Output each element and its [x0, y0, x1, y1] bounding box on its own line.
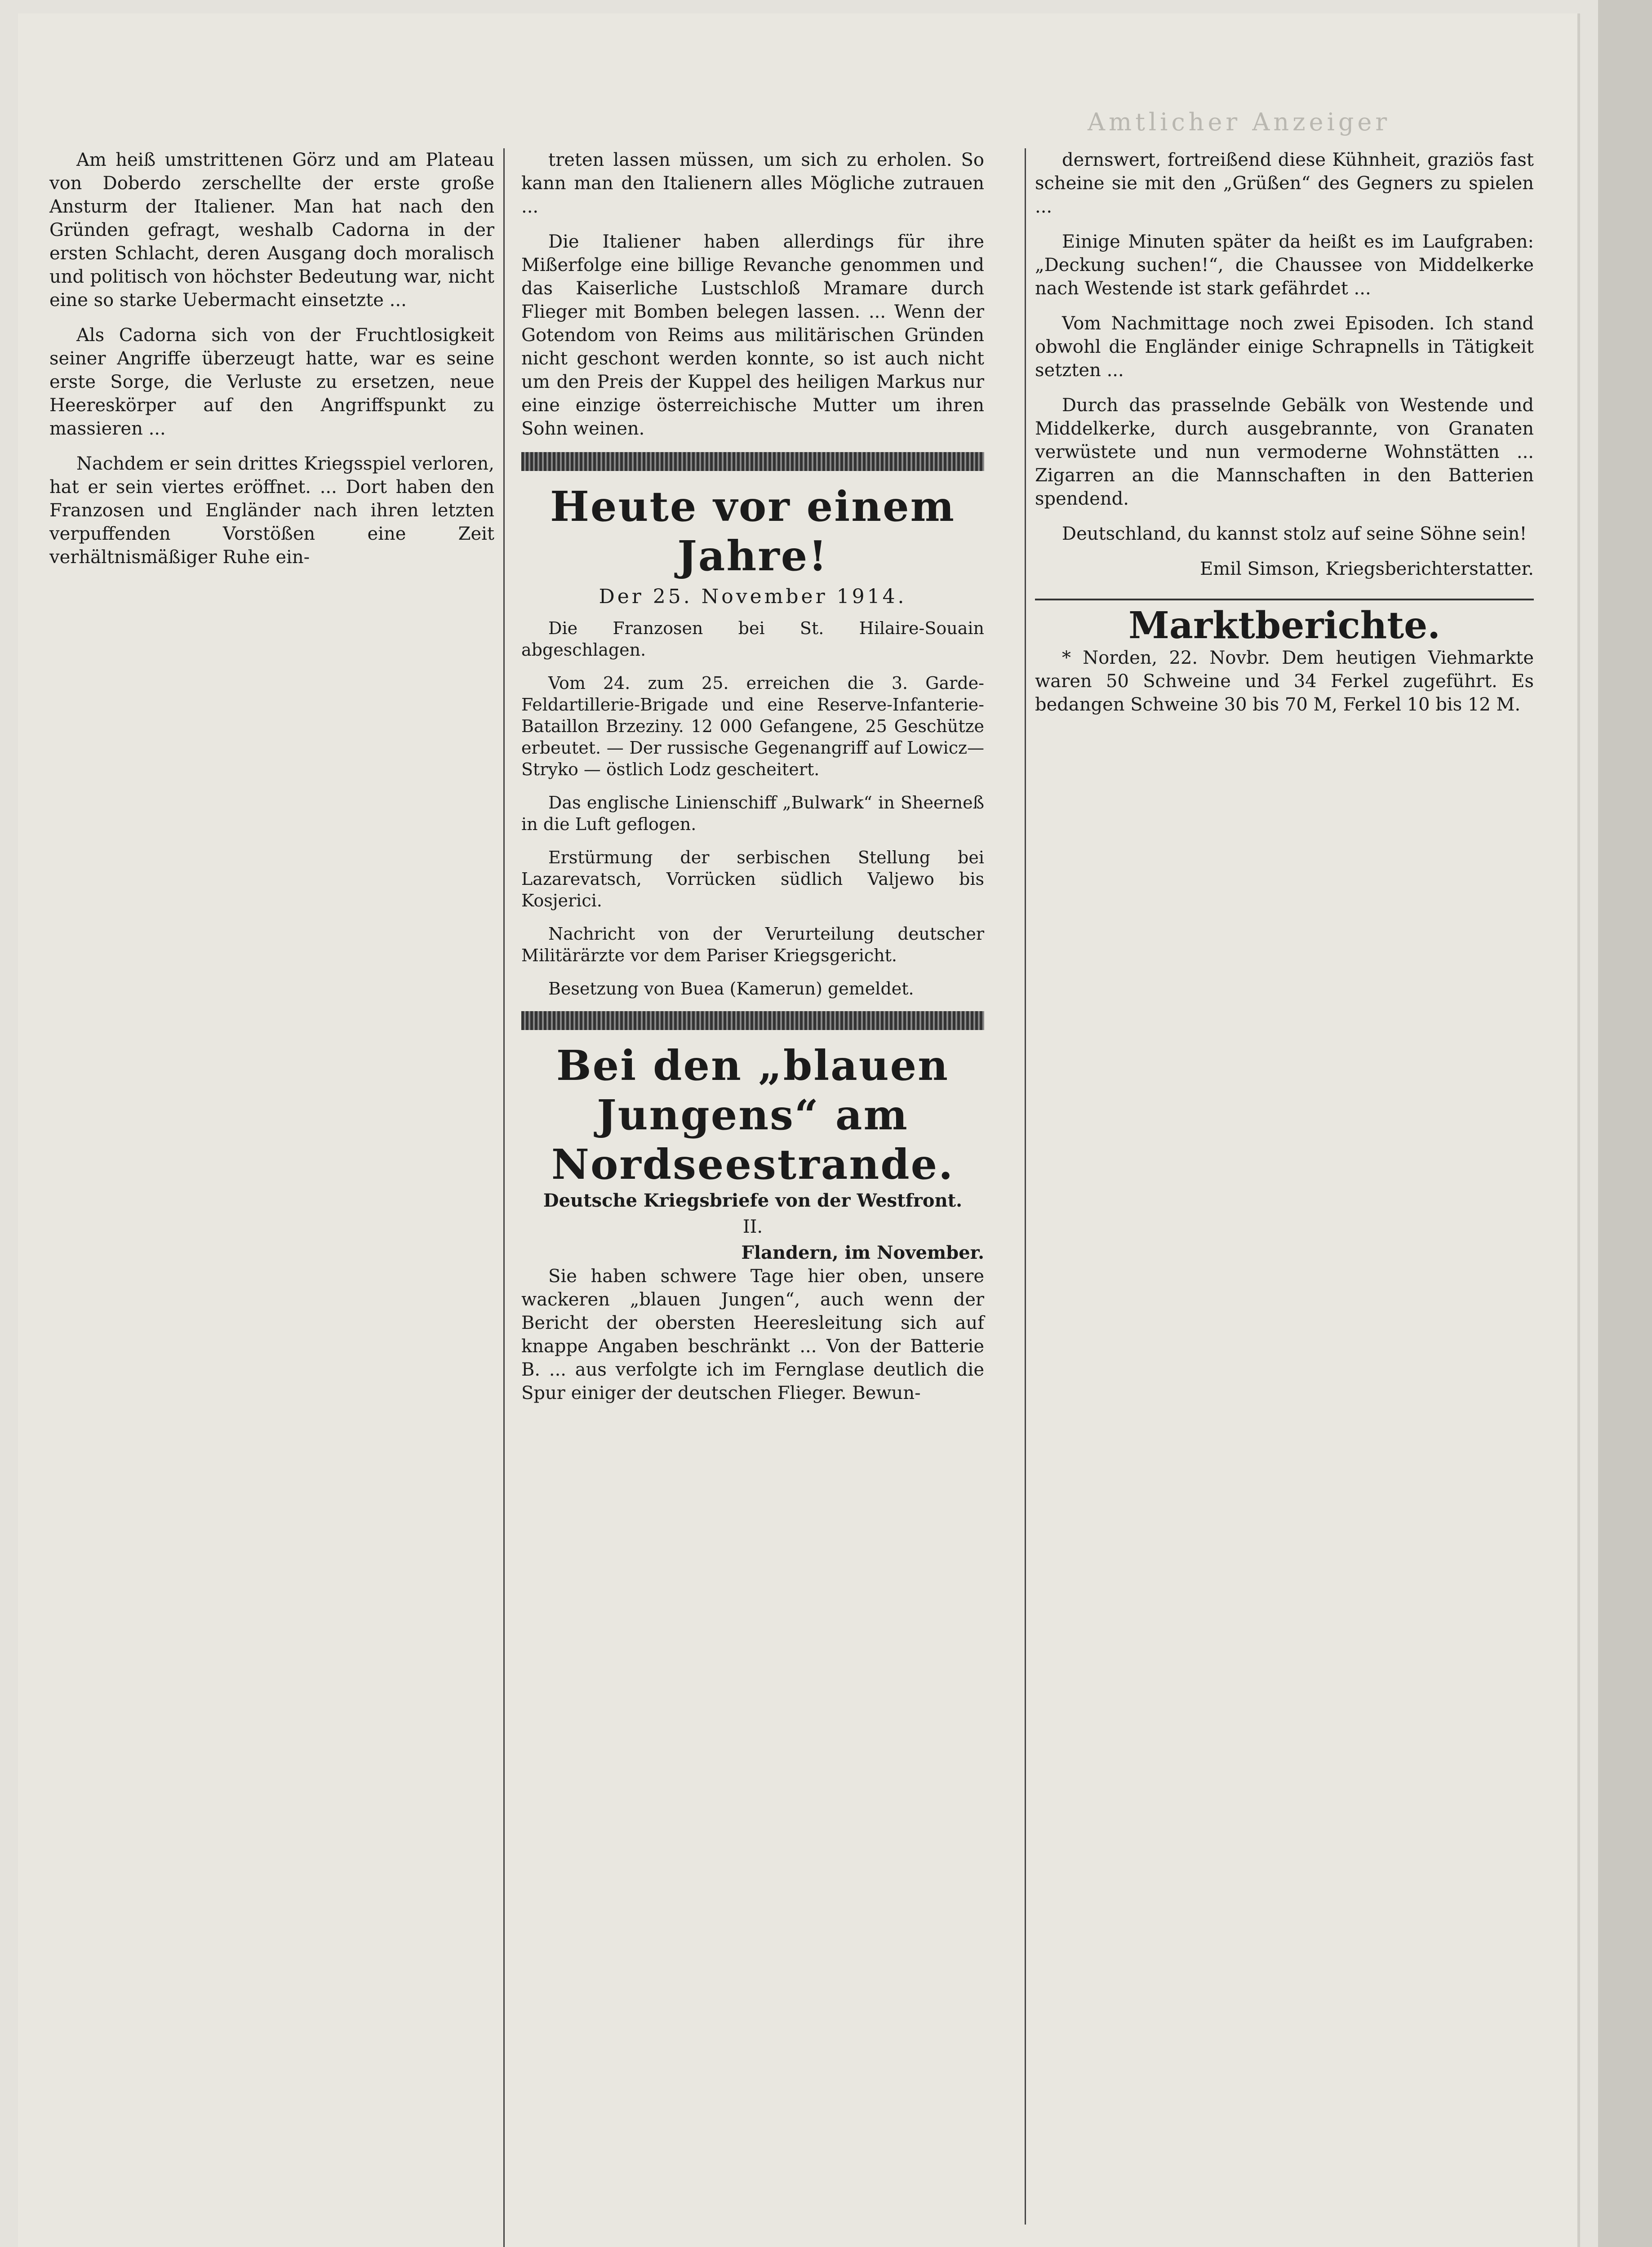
heute-date: Der 25. November 1914.	[599, 585, 907, 608]
column-3	[1025, 148, 1534, 2225]
col2-paragraph: Sie haben schwere Tage hier oben, unsere wackeren „blauen Jungen“, auch wenn der Bericht der obersten Heeresleitung sich auf knappe Angaben beschränkt ... Von der Batterie B. ... aus verfolgte ich im Fernglase deutlich die Spur einiger der deutschen Flieger. Bewun-	[521, 1266, 984, 1403]
divider-bar	[521, 452, 984, 471]
heute-item: Besetzung von Buea (Kamerun) gemeldet.	[548, 979, 914, 999]
heute-item: Erstürmung der serbischen Stellung bei Lazarevatsch, Vorrücken südlich Valjewo bis Kosjerici.	[521, 848, 984, 910]
divider-bar	[521, 1011, 984, 1030]
heute-item: Die Franzosen bei St. Hilaire-Souain abgeschlagen.	[521, 618, 984, 660]
heute-list	[521, 617, 984, 999]
page-edge	[1598, 0, 1652, 2247]
col1-paragraph: Nachdem er sein drittes Kriegsspiel verloren, hat er sein viertes eröffnet. ... Dort haben den Franzosen und Engländer nach ihren letzten verpuffenden Vorstößen eine Zeit verhältnismäßiger Ruhe ein-	[49, 453, 494, 568]
market-title: Marktberichte.	[1035, 599, 1534, 637]
blau-title: Bei den „blauen Jungens“ am Nordseestrande.	[551, 1041, 955, 1189]
col3-paragraph: dernswert, fortreißend diese Kühnheit, graziös fast scheine sie mit den „Grüßen“ des Gegners zu spielen ...	[1035, 150, 1534, 217]
column-1	[49, 148, 505, 2247]
col3-paragraph: Durch das prasselnde Gebälk von Westende und Middelkerke, durch ausgebrannte, von Granaten verwüstete und nun vermoderne Wohnstätten ... Zigarren an die Mannschaften in den Batterien spendend.	[1035, 395, 1534, 509]
heute-title: Heute vor einem Jahre!	[550, 482, 955, 580]
newspaper-page	[18, 13, 1577, 2247]
heute-item: Das englische Linienschiff „Bulwark“ in Sheerneß in die Luft geflogen.	[521, 793, 984, 834]
column-2	[521, 148, 984, 1417]
blau-number: II.	[742, 1217, 763, 1237]
col1-paragraph: Als Cadorna sich von der Fruchtlosigkeit seiner Angriffe überzeugt hatte, war es seine erste Sorge, die Verluste zu ersetzen, neue Heereskörper auf den Angriffspunkt zu massieren ...	[49, 325, 494, 439]
faded-header: Amtlicher Anzeiger	[1088, 108, 1391, 136]
col2-paragraph: treten lassen müssen, um sich zu erholen. So kann man den Italienern alles Mögliche zutrauen ...	[521, 150, 984, 217]
col1-paragraph: Am heiß umstrittenen Görz und am Plateau von Doberdo zerschellte der erste große Ansturm der Italiener. Man hat nach den Gründen gefragt, weshalb Cadorna in der ersten Schlacht, deren Ausgang doch moralisch und politisch von höchster Bedeutung war, nicht eine so starke Uebermacht einsetzte ...	[49, 150, 494, 311]
col3-paragraph: Vom Nachmittage noch zwei Episoden. Ich stand obwohl die Engländer einige Schrapnells in Tätigkeit setzten ...	[1035, 313, 1534, 381]
market-text: * Norden, 22. Novbr. Dem heutigen Viehmarkte waren 50 Schweine und 34 Ferkel zugeführt. Es bedangen Schweine 30 bis 70 M, Ferkel 10 bis 12 M.	[1035, 648, 1534, 715]
blau-subtitle: Deutsche Kriegsbriefe von der Westfront.	[543, 1190, 963, 1211]
signature: Emil Simson, Kriegsberichterstatter.	[1200, 559, 1534, 579]
col3-paragraph: Deutschland, du kannst stolz auf seine Söhne sein!	[1062, 524, 1527, 544]
col3-paragraph: Einige Minuten später da heißt es im Laufgraben: „Deckung suchen!“, die Chaussee von Middelkerke nach Westende ist stark gefährdet ...	[1035, 231, 1534, 299]
heute-item: Vom 24. zum 25. erreichen die 3. Garde-Feldartillerie-Brigade und eine Reserve-Infanterie-Bataillon Brzeziny. 12 000 Gefangene, 25 Geschütze erbeutet. — Der russische Gegenangriff auf Lowicz—Stryko — östlich Lodz gescheitert.	[521, 673, 984, 779]
heute-item: Nachricht von der Verurteilung deutscher Militärärzte vor dem Pariser Kriegsgericht.	[521, 924, 984, 965]
col2-paragraph: Die Italiener haben allerdings für ihre Mißerfolge eine billige Revanche genommen und das Kaiserliche Lustschloß Mramare durch Flieger mit Bomben belegen lassen. ... Wenn der Gotendom von Reims aus militärischen Gründen nicht geschont werden konnte, so ist auch nicht um den Preis der Kuppel des heiligen Markus nur eine einzige österreichische Mutter um ihren Sohn weinen.	[521, 231, 984, 439]
blau-dateline: Flandern, im November.	[741, 1242, 984, 1263]
